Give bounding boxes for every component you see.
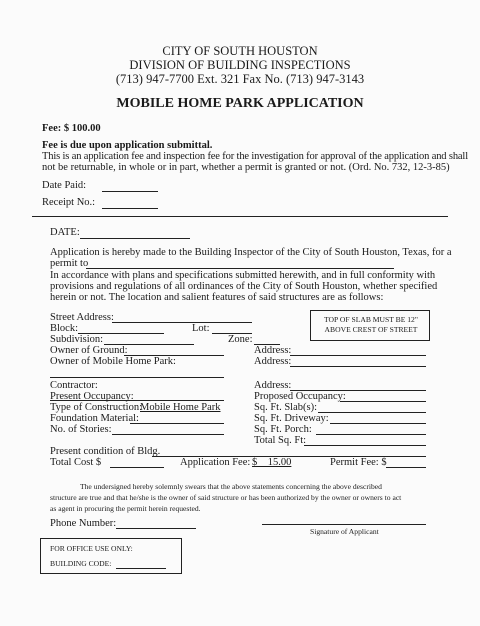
- phone-number-field[interactable]: [116, 528, 196, 529]
- foundation-field[interactable]: [130, 423, 224, 424]
- owner-mobile-field[interactable]: [50, 377, 224, 378]
- block-label: Block:: [50, 323, 78, 334]
- total-cost-field[interactable]: [110, 467, 164, 468]
- date-field[interactable]: [80, 238, 190, 239]
- type-construction-value: Mobile Home Park: [140, 402, 221, 413]
- permit-fee-field[interactable]: [386, 467, 426, 468]
- fee-due-heading: Fee is due upon application submittal.: [42, 140, 213, 151]
- sworn-line-3: as agent in procuring the permit herein requested.: [50, 504, 201, 513]
- type-construction-label: Type of Construction:: [50, 402, 143, 413]
- form-title: MOBILE HOME PARK APPLICATION: [116, 96, 364, 111]
- contractor-address-label: Address:: [254, 380, 292, 391]
- application-line-1: Application is hereby made to the Building Inspector of the City of South Houston, Texas, for a: [50, 247, 452, 258]
- permit-fee-label: Permit Fee: $: [330, 457, 387, 468]
- sq-driveway-label: Sq. Ft. Driveway:: [254, 413, 329, 424]
- building-code-label: BUILDING CODE:: [50, 559, 112, 568]
- slab-note-line-1: TOP OF SLAB MUST BE 12": [324, 315, 418, 324]
- signature-label: Signature of Applicant: [310, 527, 379, 536]
- divider: [32, 216, 448, 217]
- contact-phone: (713) 947-7700 Ext. 321 Fax No. (713) 947-3143: [115, 72, 365, 86]
- present-occupancy-field[interactable]: [50, 400, 224, 401]
- owner-ground-address-field[interactable]: [290, 355, 426, 356]
- building-code-field[interactable]: [116, 568, 166, 569]
- fee-note-line-2: not be returnable, in whole or in part, whether a permit is granted or not. (Ord. No. 732, 12-3-85): [42, 162, 450, 173]
- date-paid-label: Date Paid:: [42, 180, 87, 191]
- owner-mobile-address-field[interactable]: [290, 366, 426, 367]
- owner-mobile-address-label: Address:: [254, 356, 292, 367]
- sworn-line-2: structure are true and that he/she is the owner of said structure or has been authorized by the owner or owners to act: [50, 493, 402, 502]
- owner-ground-label: Owner of Ground:: [50, 345, 128, 356]
- sq-porch-field[interactable]: [316, 434, 426, 435]
- signature-field[interactable]: [262, 524, 426, 525]
- phone-number-label: Phone Number:: [50, 518, 117, 529]
- division-name: DIVISION OF BUILDING INSPECTIONS: [129, 58, 351, 72]
- owner-mobile-label: Owner of Mobile Home Park:: [50, 356, 176, 367]
- stories-label: No. of Stories:: [50, 424, 112, 435]
- sq-driveway-field[interactable]: [330, 423, 426, 424]
- sworn-line-1: The undersigned hereby solemnly swears that the above statements concerning the above described: [80, 482, 382, 491]
- total-cost-label: Total Cost $: [50, 457, 102, 468]
- application-line-2: permit to: [50, 258, 89, 269]
- accordance-line-1: In accordance with plans and specifications submitted herewith, and in full conformity with: [50, 270, 436, 281]
- sq-slab-label: Sq. Ft. Slab(s):: [254, 402, 318, 413]
- owner-ground-address-label: Address:: [254, 345, 292, 356]
- app-fee-label: Application Fee:: [180, 457, 251, 468]
- date-paid-field[interactable]: [102, 191, 158, 192]
- subdivision-label: Subdivision:: [50, 334, 104, 345]
- fee-amount: Fee: $ 100.00: [42, 123, 101, 134]
- app-fee-value: $ 15.00: [252, 457, 292, 468]
- total-sq-field[interactable]: [304, 445, 426, 446]
- receipt-no-label: Receipt No.:: [42, 197, 96, 208]
- zone-label: Zone:: [228, 334, 253, 345]
- lot-label: Lot:: [192, 323, 210, 334]
- proposed-occupancy-field[interactable]: [340, 401, 426, 402]
- date-label: DATE:: [50, 227, 80, 238]
- city-name: CITY OF SOUTH HOUSTON: [162, 44, 318, 58]
- permit-to-field[interactable]: [86, 268, 394, 269]
- foundation-label: Foundation Material:: [50, 413, 139, 424]
- accordance-line-2: provisions and regulations of all ordinances of the City of South Houston, whether specified: [50, 281, 438, 292]
- total-sq-label: Total Sq. Ft:: [254, 435, 307, 446]
- sq-porch-label: Sq. Ft. Porch:: [254, 424, 312, 435]
- present-condition-label: Present condition of Bldg.: [50, 446, 161, 457]
- fee-note-line-1: This is an application fee and inspection fee for the investigation for approval of the application and shall: [42, 151, 468, 162]
- proposed-occupancy-label: Proposed Occupancy:: [254, 391, 346, 402]
- slab-note-line-2: ABOVE CREST OF STREET: [324, 325, 418, 334]
- present-occupancy-label: Present Occupancy:: [50, 391, 134, 402]
- receipt-no-field[interactable]: [102, 208, 158, 209]
- contractor-label: Contractor:: [50, 380, 98, 391]
- stories-field[interactable]: [112, 434, 224, 435]
- accordance-line-3: herein or not. The location and salient features of said structures are as follows:: [50, 292, 384, 303]
- street-address-field[interactable]: [112, 322, 252, 323]
- sq-slab-field[interactable]: [318, 412, 426, 413]
- street-address-label: Street Address:: [50, 312, 114, 323]
- office-use-label: FOR OFFICE USE ONLY:: [50, 544, 133, 553]
